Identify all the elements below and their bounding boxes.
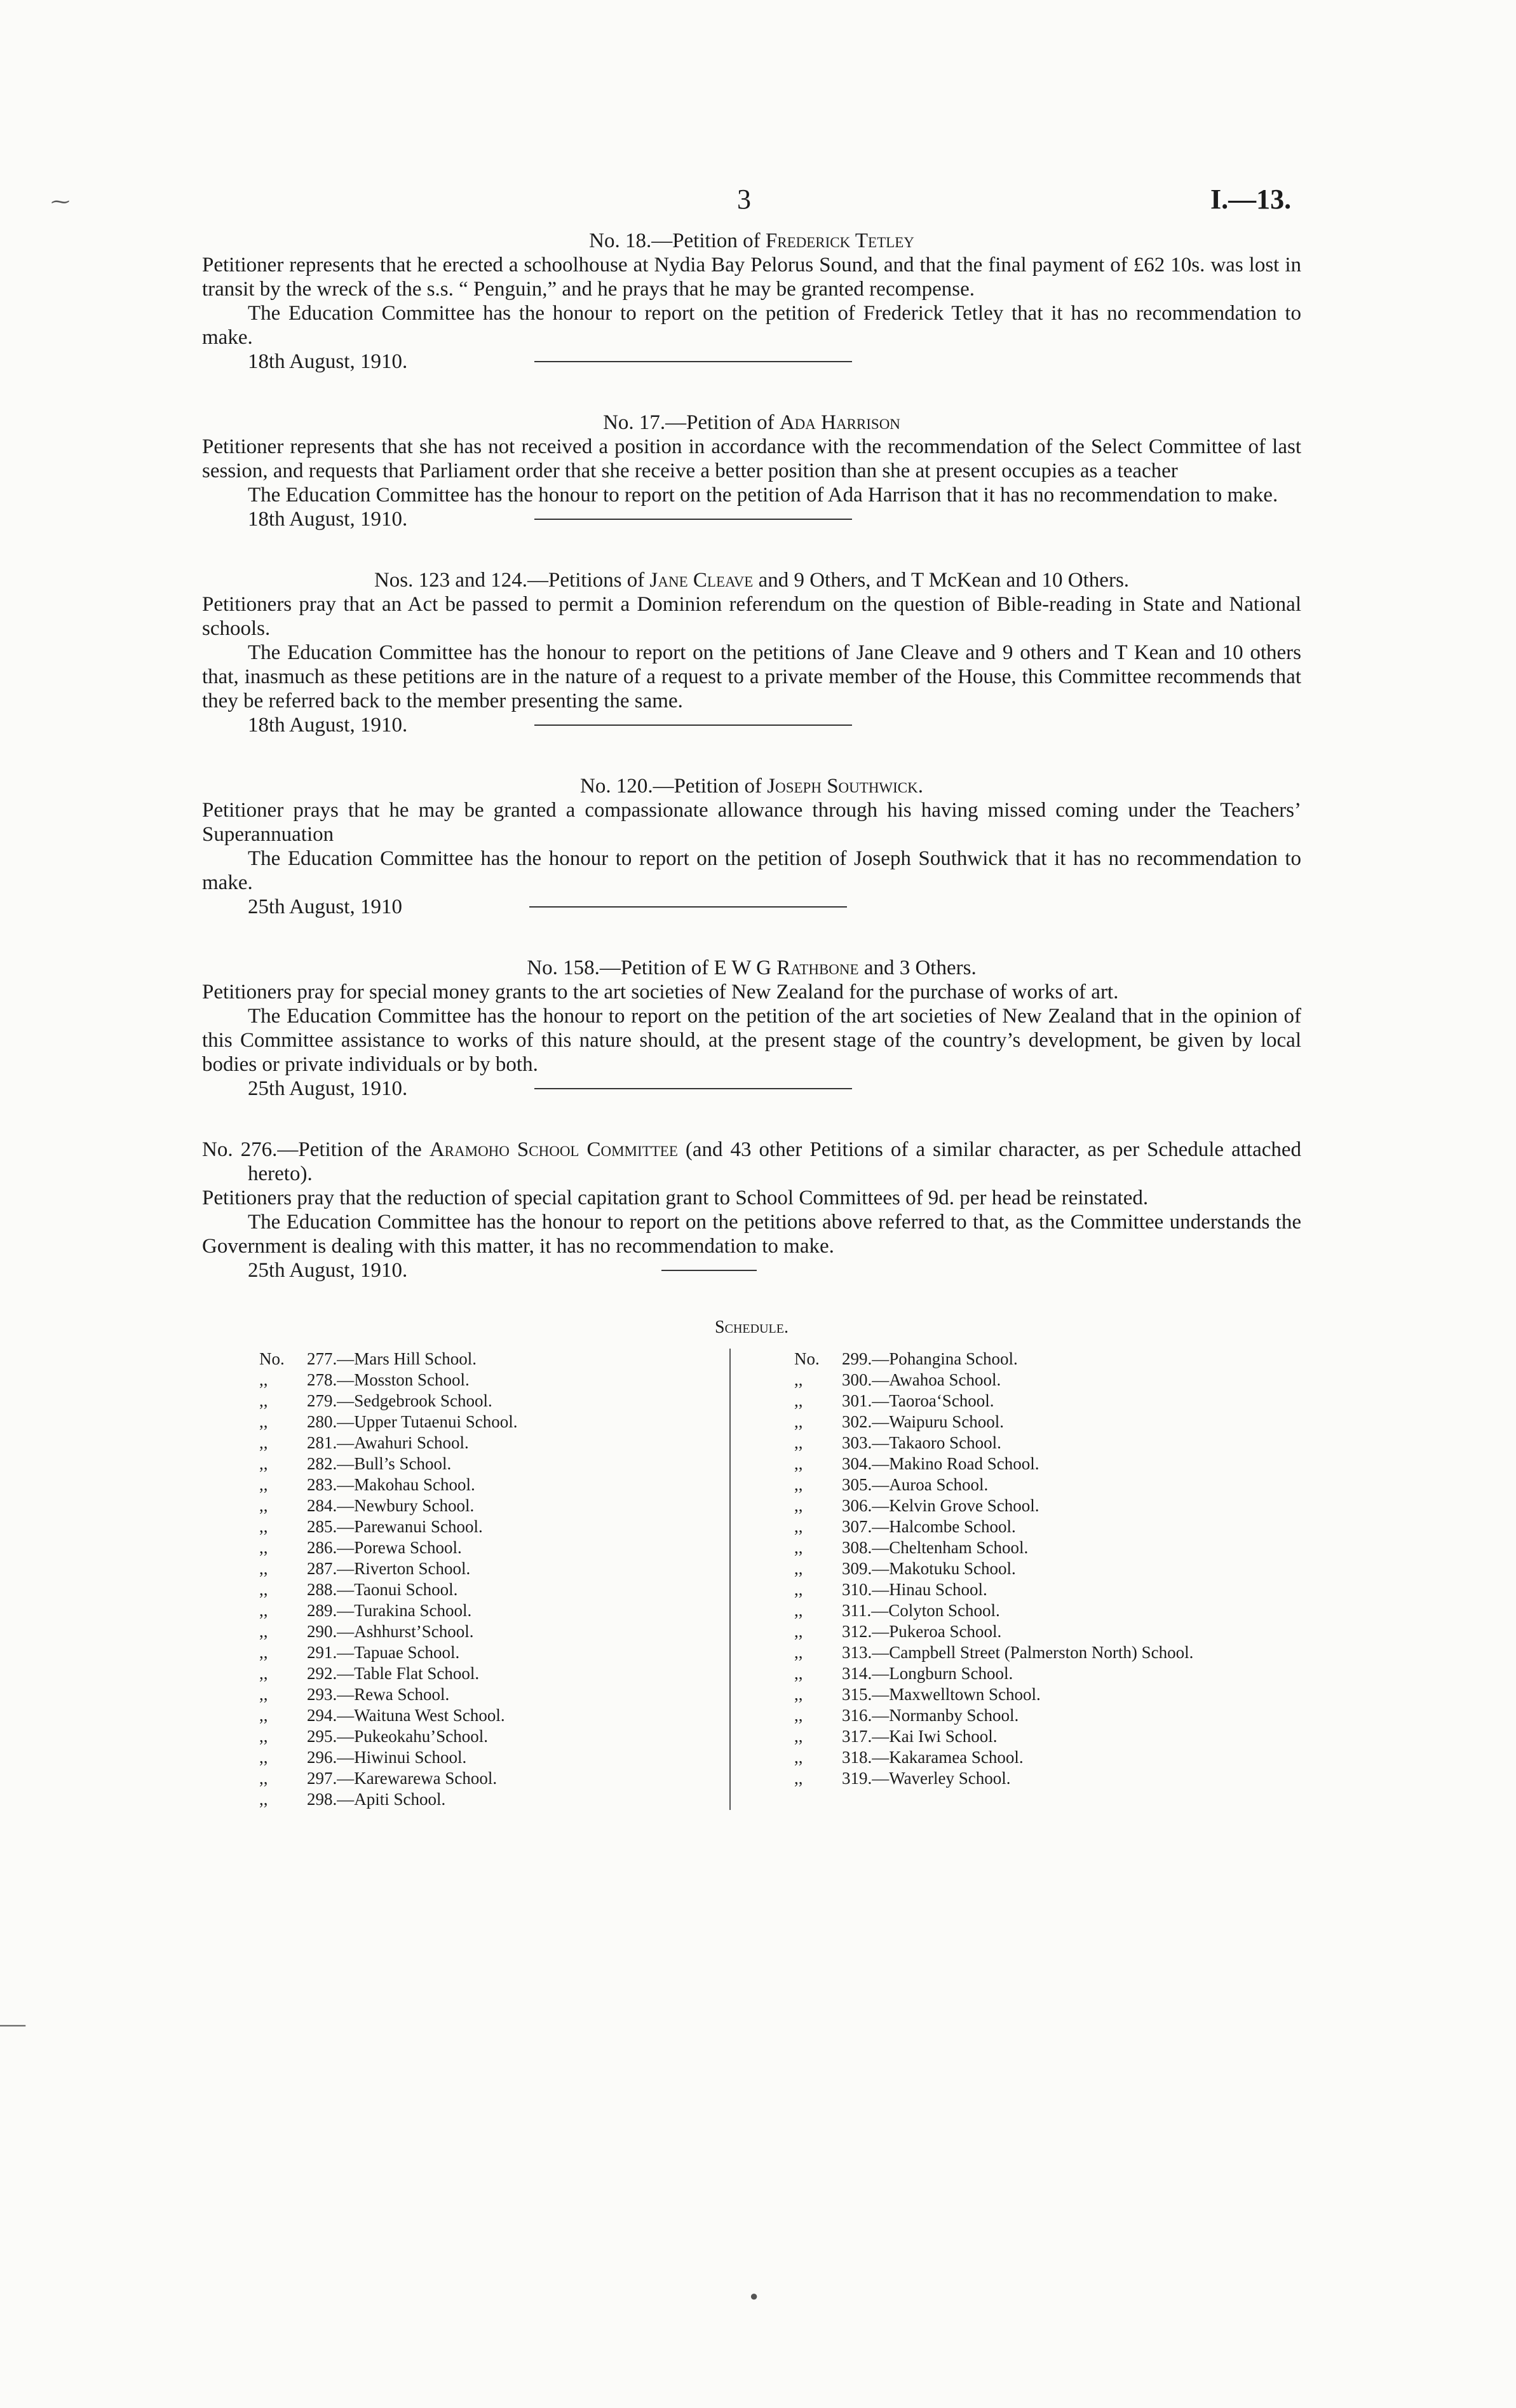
- schedule-item-school: 310.—Hinau School.: [842, 1580, 987, 1599]
- schedule-item: [794, 1370, 1264, 1391]
- heading-prefix: Nos. 123 and 124.—Petitions of: [374, 569, 650, 592]
- schedule-item-prefix: ,,: [259, 1538, 268, 1557]
- schedule-item: [794, 1768, 1264, 1789]
- schedule-item-school: 295.—Pukeokahu’School.: [307, 1727, 488, 1746]
- petition-body: Petitioner prays that he may be granted a compassionate allowance through his having missed coming under the Teachers’ Superannuation: [202, 799, 1301, 846]
- schedule-item-prefix: ,,: [259, 1622, 268, 1641]
- report-date: 18th August, 1910.: [248, 508, 408, 531]
- schedule-item-prefix: ,,: [794, 1538, 803, 1557]
- schedule-item-school: 279.—Sedgebrook School.: [307, 1391, 492, 1410]
- scan-mark: ⁓: [51, 191, 70, 212]
- schedule-item-school: 304.—Makino Road School.: [842, 1454, 1039, 1473]
- schedule-item: [259, 1684, 717, 1705]
- schedule-item-prefix: ,,: [794, 1496, 803, 1515]
- schedule-item-prefix: ,,: [794, 1727, 803, 1746]
- schedule-item-prefix: ,,: [259, 1391, 268, 1410]
- schedule-item-school: 305.—Auroa School.: [842, 1475, 989, 1494]
- schedule-item-prefix: ,,: [794, 1685, 803, 1704]
- schedule-item-school: 281.—Awahuri School.: [307, 1433, 469, 1452]
- schedule-item-school: 307.—Halcombe School.: [842, 1517, 1016, 1536]
- schedule-item-prefix: ,,: [794, 1559, 803, 1578]
- section-divider: [534, 361, 852, 362]
- schedule-item-school: 291.—Tapuae School.: [307, 1643, 460, 1662]
- schedule-item-school: 288.—Taonui School.: [307, 1580, 458, 1599]
- committee-report: The Education Committee has the honour to report on the petitions of Jane Cleave and 9 others and T Kean and 10 others that, inasmuch as these petitions are in the nature of a request to a private member of the House, this Committee recommends that they be referred back to the member presenting the same.: [202, 641, 1301, 712]
- report-date: 18th August, 1910.: [248, 350, 408, 373]
- schedule-item: [259, 1558, 717, 1579]
- petition-section: [202, 774, 1301, 919]
- schedule-item-school: 287.—Riverton School.: [307, 1559, 471, 1578]
- committee-report: The Education Committee has the honour to report on the petition of Joseph Southwick that it has no recommendation to make.: [202, 847, 1301, 894]
- committee-report: The Education Committee has the honour to report on the petition of Frederick Tetley that it has no recommendation to make.: [202, 302, 1301, 349]
- section-divider: [534, 724, 852, 726]
- schedule-item: [259, 1495, 717, 1516]
- schedule-item: [794, 1432, 1264, 1453]
- petition-body: Petitioners pray that an Act be passed to permit a Dominion referendum on the question of Bible-reading in State and National schools.: [202, 593, 1301, 640]
- petitioner-name: Jane Cleave: [649, 569, 754, 592]
- schedule-item-school: 314.—Longburn School.: [842, 1664, 1013, 1683]
- petition-section: [202, 568, 1301, 737]
- schedule-item: [794, 1600, 1264, 1621]
- schedule-item-prefix: ,,: [794, 1412, 803, 1431]
- schedule-item: [794, 1558, 1264, 1579]
- schedule-item-prefix: ,,: [259, 1790, 268, 1809]
- schedule-item-prefix: ,,: [794, 1454, 803, 1473]
- schedule-item: [259, 1370, 717, 1391]
- schedule-item-school: 306.—Kelvin Grove School.: [842, 1496, 1039, 1515]
- schedule-item: [794, 1642, 1264, 1663]
- schedule-item-school: 318.—Kakaramea School.: [842, 1748, 1024, 1767]
- schedule-item-prefix: ,,: [794, 1706, 803, 1725]
- schedule-item: [259, 1642, 717, 1663]
- schedule-item-prefix: ,,: [259, 1601, 268, 1620]
- report-date: 25th August, 1910: [248, 895, 402, 918]
- scan-dot: ●: [750, 2288, 759, 2304]
- schedule-item-school: 293.—Rewa School.: [307, 1685, 450, 1704]
- report-date: 18th August, 1910.: [248, 714, 408, 737]
- schedule-item: [794, 1391, 1264, 1411]
- schedule-item-school: 283.—Makohau School.: [307, 1475, 475, 1494]
- schedule-item-prefix: ,,: [259, 1769, 268, 1788]
- schedule-item-school: 278.—Mosston School.: [307, 1370, 470, 1389]
- petition-heading: [202, 956, 1301, 980]
- schedule-item-school: 289.—Turakina School.: [307, 1601, 472, 1620]
- schedule-item-prefix: ,,: [259, 1475, 268, 1494]
- schedule-item: [259, 1600, 717, 1621]
- schedule-item-prefix: ,,: [259, 1706, 268, 1725]
- schedule-item: [794, 1453, 1264, 1474]
- schedule-item: [259, 1663, 717, 1684]
- heading-prefix: No. 17.—Petition of: [603, 411, 780, 434]
- petition-body: Petitioners pray that the reduction of special capitation grant to School Committees of 9d. per head be reinstated.: [202, 1187, 1149, 1209]
- schedule-item: [259, 1537, 717, 1558]
- schedule-item-school: 282.—Bull’s School.: [307, 1454, 452, 1473]
- schedule-item: [794, 1705, 1264, 1726]
- schedule-item-school: 285.—Parewanui School.: [307, 1517, 483, 1536]
- petition-heading: [202, 774, 1301, 798]
- schedule-item-prefix: ,,: [259, 1580, 268, 1599]
- schedule-left-column: [259, 1349, 731, 1810]
- schedule-item-school: 299.—Pohangina School.: [842, 1349, 1018, 1368]
- schedule-item: [794, 1516, 1264, 1537]
- heading-prefix: No. 158.—Petition of E W G: [527, 956, 777, 979]
- report-date: 25th August, 1910.: [248, 1077, 408, 1100]
- schedule-item-school: 284.—Newbury School.: [307, 1496, 475, 1515]
- heading-suffix: and 3 Others.: [858, 956, 977, 979]
- parliamentary-reference: I.—13.: [1210, 184, 1292, 215]
- section-divider: [534, 519, 852, 520]
- committee-report: The Education Committee has the honour to report on the petition of Ada Harrison that it has no recommendation to make.: [248, 484, 1278, 507]
- heading-suffix: and 9 Others, and T McKean and 10 Others.: [753, 569, 1130, 592]
- schedule-item-school: 317.—Kai Iwi School.: [842, 1727, 998, 1746]
- schedule-item: [259, 1579, 717, 1600]
- schedule-item-prefix: ,,: [259, 1370, 268, 1389]
- schedule-item: [259, 1768, 717, 1789]
- section-divider: [529, 906, 847, 908]
- schedule-item-prefix: No.: [259, 1349, 285, 1368]
- schedule-item-school: 309.—Makotuku School.: [842, 1559, 1016, 1578]
- schedule-item-prefix: ,,: [259, 1559, 268, 1578]
- schedule-item: [794, 1684, 1264, 1705]
- schedule-item-school: 290.—Ashhurst’School.: [307, 1622, 474, 1641]
- schedule-item-school: 303.—Takaoro School.: [842, 1433, 1001, 1452]
- schedule-item: [259, 1516, 717, 1537]
- schedule-item-school: 308.—Cheltenham School.: [842, 1538, 1029, 1557]
- schedule-item: [259, 1705, 717, 1726]
- report-date: 25th August, 1910.: [248, 1259, 408, 1282]
- schedule-item-prefix: No.: [794, 1349, 820, 1368]
- schedule-item-school: 298.—Apiti School.: [307, 1790, 446, 1809]
- schedule-item-school: 315.—Maxwelltown School.: [842, 1685, 1041, 1704]
- schedule-item-prefix: ,,: [259, 1412, 268, 1431]
- scan-mark: —: [0, 2009, 25, 2037]
- schedule-table: [202, 1349, 1301, 1810]
- schedule-item-prefix: ,,: [259, 1748, 268, 1767]
- schedule-item-prefix: ,,: [794, 1580, 803, 1599]
- schedule-item-school: 319.—Waverley School.: [842, 1769, 1011, 1788]
- schedule-item-prefix: ,,: [794, 1517, 803, 1536]
- schedule-item-school: 311.—Colyton School.: [842, 1601, 1000, 1620]
- schedule-item: [259, 1621, 717, 1642]
- document-body: [202, 229, 1301, 1810]
- heading-suffix: (and 43 other Petitions of a similar character, as per Schedule attached hereto).: [248, 1138, 1302, 1185]
- schedule-item-prefix: ,,: [259, 1433, 268, 1452]
- petitioner-name: Joseph Southwick: [767, 775, 918, 798]
- schedule-item-school: 277.—Mars Hill School.: [307, 1349, 477, 1368]
- schedule-item-prefix: ,,: [259, 1685, 268, 1704]
- schedule-item-school: 294.—Waituna West School.: [307, 1706, 505, 1725]
- schedule-item-prefix: ,,: [794, 1622, 803, 1641]
- petition-body: Petitioner represents that he erected a schoolhouse at Nydia Bay Pelorus Sound, and that the final payment of £62 10s. was lost in transit by the wreck of the s.s. “ Penguin,” and he prays that he may be granted recompense.: [202, 254, 1301, 301]
- schedule-item-prefix: ,,: [794, 1391, 803, 1410]
- petition-heading: [202, 229, 1301, 253]
- schedule-item: [794, 1474, 1264, 1495]
- schedule-item: [259, 1474, 717, 1495]
- schedule-item: [794, 1747, 1264, 1768]
- petition-section: [202, 1138, 1301, 1282]
- schedule-item-school: 280.—Upper Tutaenui School.: [307, 1412, 518, 1431]
- page-number: 3: [737, 184, 751, 215]
- schedule-title: Schedule.: [715, 1317, 788, 1337]
- schedule-item-prefix: ,,: [794, 1643, 803, 1662]
- schedule-item-prefix: ,,: [259, 1727, 268, 1746]
- schedule-item-prefix: ,,: [259, 1454, 268, 1473]
- schedule-item: [259, 1789, 717, 1810]
- schedule-item: [794, 1495, 1264, 1516]
- heading-prefix: No. 18.—Petition of: [589, 229, 766, 252]
- schedule-item-school: 297.—Karewarewa School.: [307, 1769, 497, 1788]
- schedule-item-school: 301.—Taoroa‘School.: [842, 1391, 994, 1410]
- petition-body: Petitioner represents that she has not received a position in accordance with the recommendation of the Select Committee of last session, and requests that Parliament order that she receive a better position than she at present occupies as a teacher: [202, 435, 1301, 482]
- petitioner-name: Frederick Tetley: [765, 229, 914, 252]
- petition-section: [202, 229, 1301, 374]
- schedule-item: [259, 1391, 717, 1411]
- section-divider: [661, 1270, 757, 1271]
- schedule-item-school: 292.—Table Flat School.: [307, 1664, 480, 1683]
- schedule-item-school: 300.—Awahoa School.: [842, 1370, 1001, 1389]
- schedule-item-prefix: ,,: [794, 1370, 803, 1389]
- schedule-item-school: 316.—Normanby School.: [842, 1706, 1019, 1725]
- schedule-item-school: 302.—Waipuru School.: [842, 1412, 1005, 1431]
- petitioner-name: Ada Harrison: [779, 411, 900, 434]
- schedule-item-prefix: ,,: [259, 1517, 268, 1536]
- petition-section: [202, 956, 1301, 1101]
- schedule-item-school: 312.—Pukeroa School.: [842, 1622, 1002, 1641]
- schedule-item: [259, 1411, 717, 1432]
- committee-report: The Education Committee has the honour to report on the petition of the art societies of New Zealand that in the opinion of this Committee assistance to works of this nature should, at the present stage of the country’s development, be given by local bodies or private individuals or by both.: [202, 1005, 1301, 1076]
- schedule-item-prefix: ,,: [259, 1643, 268, 1662]
- heading-prefix: No. 276.—Petition of the: [202, 1138, 430, 1161]
- petition-body: Petitioners pray for special money grants to the art societies of New Zealand for the purchase of works of art.: [202, 981, 1119, 1003]
- heading-suffix: .: [917, 775, 923, 798]
- petition-heading: [202, 568, 1301, 592]
- schedule-item: [794, 1537, 1264, 1558]
- schedule-item: [794, 1663, 1264, 1684]
- schedule-item: [259, 1747, 717, 1768]
- schedule-item: [794, 1349, 1264, 1370]
- schedule-item: [259, 1432, 717, 1453]
- heading-prefix: No. 120.—Petition of: [580, 775, 768, 798]
- petition-section: [202, 411, 1301, 531]
- schedule-item-prefix: ,,: [259, 1496, 268, 1515]
- schedule-right-column: [794, 1349, 1264, 1810]
- schedule-item-prefix: ,,: [794, 1601, 803, 1620]
- schedule-item-prefix: ,,: [794, 1748, 803, 1767]
- schedule-item-prefix: ,,: [794, 1475, 803, 1494]
- schedule-item-prefix: ,,: [794, 1664, 803, 1683]
- petition-heading: [202, 411, 1301, 435]
- schedule-item-school: 296.—Hiwinui School.: [307, 1748, 467, 1767]
- schedule-item: [794, 1726, 1264, 1747]
- section-divider: [534, 1088, 852, 1089]
- schedule-item: [259, 1349, 717, 1370]
- petition-heading: [202, 1138, 1301, 1186]
- schedule-item: [794, 1579, 1264, 1600]
- schedule-item-prefix: ,,: [794, 1769, 803, 1788]
- schedule-item: [259, 1726, 717, 1747]
- petitioner-name: Aramoho School Committee: [429, 1138, 678, 1161]
- schedule-item-school: 286.—Porewa School.: [307, 1538, 462, 1557]
- schedule-item-prefix: ,,: [794, 1433, 803, 1452]
- schedule-item-school: 313.—Campbell Street (Palmerston North) School.: [842, 1643, 1194, 1662]
- petitioner-name: Rathbone: [776, 956, 859, 979]
- schedule-item: [794, 1621, 1264, 1642]
- schedule-item-prefix: ,,: [259, 1664, 268, 1683]
- committee-report: The Education Committee has the honour to report on the petitions above referred to that, as the Committee understands the Government is dealing with this matter, it has no recommendation to make.: [202, 1211, 1301, 1258]
- schedule-item: [794, 1411, 1264, 1432]
- schedule-item: [259, 1453, 717, 1474]
